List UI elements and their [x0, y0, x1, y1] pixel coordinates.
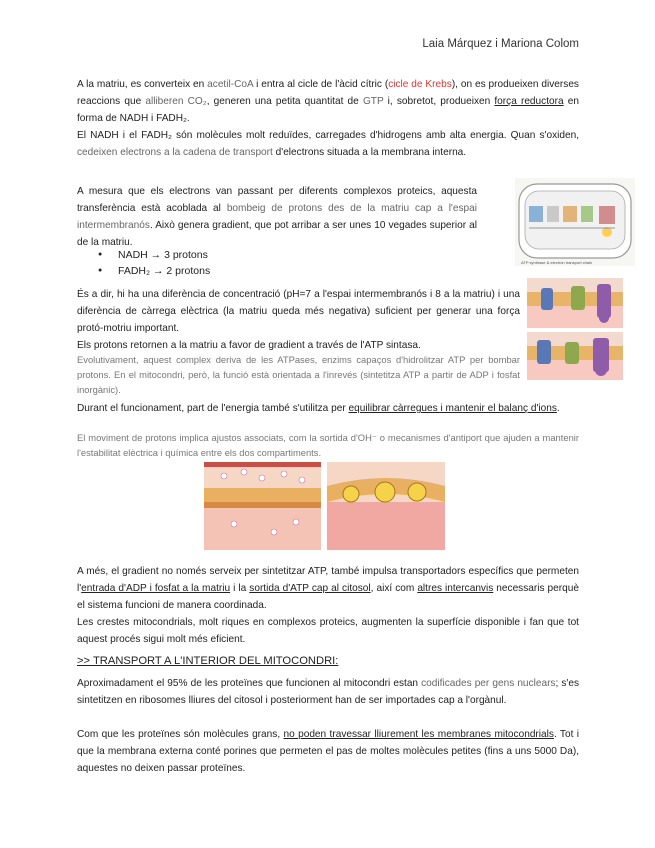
list-item: ● NADH → 3 protons: [98, 247, 210, 263]
figure-caption: ATP synthase & electron transport chain: [521, 260, 593, 265]
section-heading: >> TRANSPORT A L'INTERIOR DEL MITOCONDRI:: [77, 655, 339, 667]
mitochondrion-etc-figure: [515, 178, 635, 266]
paragraph-gradient: És a dir, hi ha una diferència de concentració (pH=7 a l'espai intermembranós i 8 a la matriu) i una diferència de càrrega elèctrica (la matriu queda més negativa) suficient per generar una força protó-motriu important.: [77, 289, 520, 334]
paragraph-ion-balance: Durant el funcionament, part de l'energia també s'utilitza per equilibrar càrregues i mantenir el balanç d'ions.: [77, 403, 560, 414]
paragraph-membranes: Com que les proteïnes són molècules grans, no poden travessar lliurement les membranes mitocondrials. Tot i que la membrana externa conté porines que permeten el pas de moltes molècules petites (fins a uns 5000 Da), aquestes no deixen passar proteïnes.: [77, 729, 580, 774]
membrane-protons-figure-1: [527, 278, 623, 328]
paragraph-krebs: A la matriu, es converteix en acetil-CoA i entra al cicle de l'àcid cítric (cicle de Krebs), on es produeixen diverses reaccions que alliberen CO₂, generen una petita quantitat de GTP i, sobretot, produeixen força reductora en forma de NADH i FADH₂.: [77, 79, 579, 124]
list-item: ● FADH₂ → 2 protons: [98, 263, 210, 279]
paragraph-transporters: A més, el gradient no només serveix per sintetitzar ATP, també impulsa transportadors específics que permeten l'entrada d'ADP i fosfat a la matriu i la sortida d'ATP cap al citosol, així com altres intercanvis necessaris perquè el sistema funcioni de manera coordinada.: [77, 566, 579, 611]
note-antiport: El moviment de protons implica ajustos associats, com la sortida d'OH⁻ o mecanismes d'antiport que ajuden a mantenir l'estabilitat elèctrica i química entre els dos compartiments.: [77, 432, 579, 458]
proton-bullet-list: [98, 247, 210, 279]
paragraph-cristae: Les crestes mitocondrials, molt riques en complexos proteics, augmenten la superfície disponible i fan que tot aquest procés sigui molt més eficient.: [77, 617, 579, 645]
author-header: Laia Márquez i Mariona Colom: [422, 38, 579, 50]
membrane-protons-figure-2: [527, 332, 623, 380]
paragraph-atp-synthase: Els protons retornen a la matriu a favor de gradient a través de l'ATP sintasa.: [77, 340, 421, 351]
membrane-transport-figure-left: [204, 462, 321, 550]
paragraph-nadh: El NADH i el FADH₂ són molècules molt reduïdes, carregades d'hidrogens amb alta energia. Quan s'oxiden, cedeixen electrons a la cadena de transport d'electrons situada a la membrana interna.: [77, 130, 579, 158]
membrane-transport-figure-right: [327, 462, 445, 550]
paragraph-proton-pumping: A mesura que els electrons van passant per diferents complexos proteics, aquesta transferència està acoblada al bombeig de protons des de la matriu cap a l'espai intermembranós. Això genera gradient, que pot arribar a ser unes 10 vegades superior al de la matriu.: [77, 186, 477, 248]
paragraph-nuclear-genes: Aproximadament el 95% de les proteïnes que funcionen al mitocondri estan codificades per gens nuclears; s'es sintetitzen en ribosomes lliures del citosol i posteriorment han de ser importades cap a l'orgànul.: [77, 678, 579, 706]
note-atpase: Evolutivament, aquest complex deriva de les ATPases, enzims capaços d'hidrolitzar ATP per bombar protons. En el mitocondri, però, la funció està orientada a l'inrevés (sintetitza ATP a partir de ADP i fosfat inorgànic).: [77, 354, 520, 395]
